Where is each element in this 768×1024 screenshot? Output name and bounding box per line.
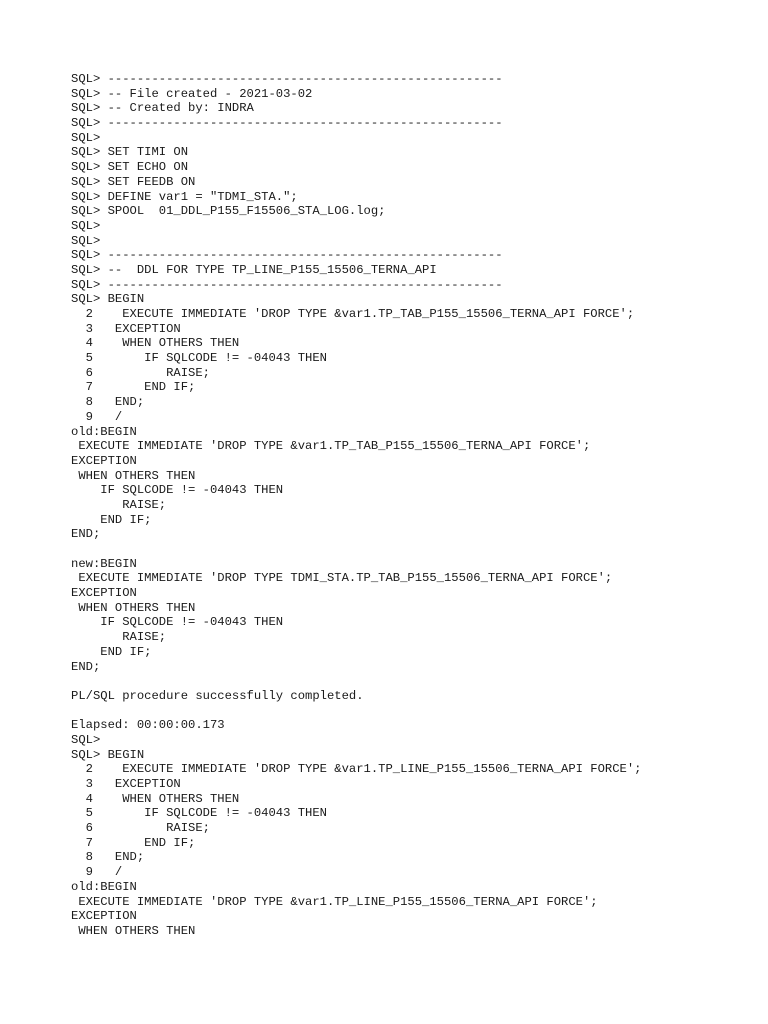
log-line: SQL> [71, 130, 101, 145]
log-line: SQL> [71, 233, 101, 248]
log-line: SQL> [71, 218, 101, 233]
log-line: END; [71, 659, 101, 674]
log-line: 9 / [71, 865, 123, 880]
log-line: SQL> BEGIN [71, 292, 145, 307]
log-line: 2 EXECUTE IMMEDIATE 'DROP TYPE &var1.TP_LINE_P155_15506_TERNA_API FORCE'; [71, 762, 642, 777]
log-line: SQL> [71, 732, 101, 747]
log-line: EXCEPTION [71, 453, 137, 468]
log-line: 6 RAISE; [71, 821, 210, 836]
log-line: RAISE; [71, 497, 167, 512]
log-line: 9 / [71, 409, 123, 424]
log-line: SQL> -- DDL FOR TYPE TP_LINE_P155_15506_TERNA_API [71, 262, 437, 277]
log-line [71, 704, 761, 719]
log-line: SQL> ------------------------------------------------------ [71, 248, 503, 263]
log-line: 4 WHEN OTHERS THEN [71, 336, 240, 351]
log-line: WHEN OTHERS THEN [71, 468, 196, 483]
log-line: EXECUTE IMMEDIATE 'DROP TYPE TDMI_STA.TP_TAB_P155_15506_TERNA_API FORCE'; [71, 571, 613, 586]
log-line: SQL> ------------------------------------------------------ [71, 116, 503, 131]
log-line: END IF; [71, 512, 152, 527]
log-line: SQL> BEGIN [71, 747, 145, 762]
log-line: PL/SQL procedure successfully completed. [71, 688, 364, 703]
log-line: 2 EXECUTE IMMEDIATE 'DROP TYPE &var1.TP_TAB_P155_15506_TERNA_API FORCE'; [71, 307, 635, 321]
log-line: IF SQLCODE != -04043 THEN [71, 483, 284, 498]
log-line: 3 EXCEPTION [71, 777, 181, 791]
log-line: SQL> ------------------------------------------------------ [71, 72, 503, 86]
log-line: SQL> ------------------------------------------------------ [71, 277, 503, 292]
log-line: 8 END; [71, 395, 145, 410]
log-line: WHEN OTHERS THEN [71, 600, 196, 615]
log-line: new:BEGIN [71, 556, 137, 571]
log-line: 7 END IF; [71, 380, 196, 395]
log-line: SQL> -- Created by: INDRA [71, 101, 254, 116]
log-line: 4 WHEN OTHERS THEN [71, 791, 240, 806]
log-line: IF SQLCODE != -04043 THEN [71, 615, 284, 630]
log-line [71, 542, 761, 557]
log-line: 8 END; [71, 850, 145, 865]
log-line: 6 RAISE; [71, 365, 210, 380]
log-line: Elapsed: 00:00:00.173 [71, 718, 225, 733]
log-line: SQL> DEFINE var1 = "TDMI_STA."; [71, 189, 298, 204]
log-line: EXECUTE IMMEDIATE 'DROP TYPE &var1.TP_LINE_P155_15506_TERNA_API FORCE'; [71, 894, 598, 909]
log-line: 5 IF SQLCODE != -04043 THEN [71, 351, 327, 366]
log-line: WHEN OTHERS THEN [71, 923, 196, 938]
log-line: END IF; [71, 644, 152, 659]
sql-log-document [71, 72, 761, 939]
log-line: 3 EXCEPTION [71, 321, 181, 336]
log-line: old:BEGIN [71, 424, 137, 439]
log-line: SQL> -- File created - 2021-03-02 [71, 86, 313, 101]
log-line: EXCEPTION [71, 909, 137, 924]
log-line: SQL> SET TIMI ON [71, 145, 189, 160]
log-line: SQL> SET ECHO ON [71, 160, 189, 175]
log-line: 5 IF SQLCODE != -04043 THEN [71, 806, 327, 821]
log-line: SQL> SET FEEDB ON [71, 174, 196, 189]
log-line: 7 END IF; [71, 835, 196, 850]
log-line: SQL> SPOOL 01_DDL_P155_F15506_STA_LOG.log; [71, 204, 386, 219]
log-line: old:BEGIN [71, 879, 137, 894]
log-line: RAISE; [71, 630, 167, 645]
log-line: EXECUTE IMMEDIATE 'DROP TYPE &var1.TP_TAB_P155_15506_TERNA_API FORCE'; [71, 439, 591, 454]
log-line [71, 674, 761, 689]
log-line: END; [71, 527, 101, 542]
log-line: EXCEPTION [71, 586, 137, 601]
